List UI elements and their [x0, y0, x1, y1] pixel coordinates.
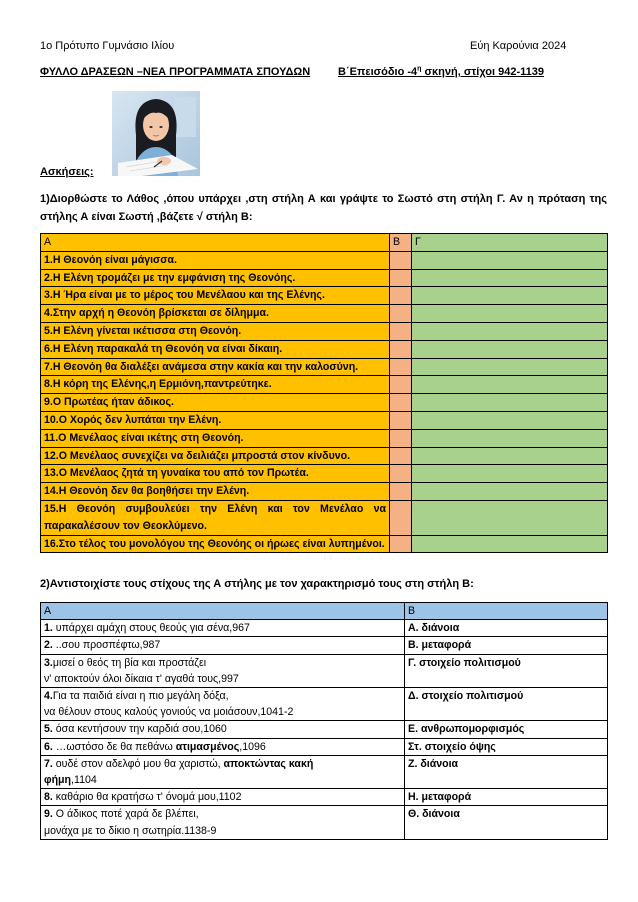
statement-cell: 14.Η Θεονόη δεν θα βοηθήσει την Ελένη.	[41, 483, 390, 501]
correct-mark-cell[interactable]	[390, 340, 412, 358]
statement-cell: 11.Ο Μενέλαος είναι ικέτης στη Θεονόη.	[41, 429, 390, 447]
correct-mark-cell[interactable]	[390, 269, 412, 287]
correction-cell[interactable]	[412, 287, 608, 305]
correct-mark-cell[interactable]	[390, 394, 412, 412]
table-row	[41, 394, 608, 412]
correct-mark-cell[interactable]	[390, 287, 412, 305]
correction-cell[interactable]	[412, 376, 608, 394]
table-row	[41, 500, 608, 535]
table-header-row	[41, 603, 608, 620]
correct-mark-cell[interactable]	[390, 429, 412, 447]
statement-cell: 5.Η Ελένη γίνεται ικέτισσα στη Θεονόη.	[41, 322, 390, 340]
table-row	[41, 738, 608, 755]
correction-cell[interactable]	[412, 394, 608, 412]
characterization-cell: Η. μεταφορά	[405, 789, 608, 806]
table-row	[41, 447, 608, 465]
characterization-cell: Β. μεταφορά	[405, 637, 608, 654]
statement-cell: 3.Η Ήρα είναι με το μέρος του Μενέλαου και της Ελένης.	[41, 287, 390, 305]
characterization-cell: Δ. στοιχείο πολιτισμού	[405, 688, 608, 721]
verse-cell: 8. καθάριο θα κρατήσω τ' όνομά μου,1102	[41, 789, 405, 806]
column-a-header: Α	[41, 234, 390, 252]
column-a-header: Α	[41, 603, 405, 620]
verse-cell: 2. ..σου προσπέφτω,987	[41, 637, 405, 654]
correction-cell[interactable]	[412, 340, 608, 358]
characterization-cell: Θ. διάνοια	[405, 806, 608, 839]
correction-cell[interactable]	[412, 411, 608, 429]
table-row	[41, 721, 608, 738]
statement-cell: 1.Η Θεονόη είναι μάγισσα.	[41, 251, 390, 269]
table-row	[41, 411, 608, 429]
table-row	[41, 806, 608, 839]
table-row	[41, 483, 608, 501]
correct-mark-cell[interactable]	[390, 322, 412, 340]
correct-mark-cell[interactable]	[390, 358, 412, 376]
characterization-cell: Γ. στοιχείο πολιτισμού	[405, 654, 608, 687]
correct-mark-cell[interactable]	[390, 376, 412, 394]
correct-mark-cell[interactable]	[390, 500, 412, 535]
statement-cell: 9.Ο Πρωτέας ήταν άδικος.	[41, 394, 390, 412]
table-row	[41, 688, 608, 721]
worksheet-title: ΦΥΛΛΟ ΔΡΑΣΕΩΝ –ΝΕΑ ΠΡΟΓΡΑΜΜΑΤΑ ΣΠΟΥΔΩΝ	[40, 66, 311, 78]
table-row	[41, 269, 608, 287]
correction-cell[interactable]	[412, 483, 608, 501]
table-row	[41, 789, 608, 806]
verse-cell: 4.Για τα παιδιά είναι η πιο μεγάλη δόξα, να θέλουν στους καλούς γονιούς να μοιάσουν,1041-2	[41, 688, 405, 721]
table-row	[41, 287, 608, 305]
statement-cell: 8.Η κόρη της Ελένης,η Ερμιόνη,παντρεύτηκε.	[41, 376, 390, 394]
statement-cell: 2.Η Ελένη τρομάζει με την εμφάνιση της Θεονόης.	[41, 269, 390, 287]
correct-mark-cell[interactable]	[390, 411, 412, 429]
correction-cell[interactable]	[412, 269, 608, 287]
table-row	[41, 620, 608, 637]
correction-cell[interactable]	[412, 305, 608, 323]
teacher-name: Εύη Καρούνια 2024	[470, 40, 567, 52]
exercise1-table	[40, 233, 608, 553]
table-row	[41, 251, 608, 269]
column-c-header: Γ	[412, 234, 608, 252]
episode-info: Β΄Επεισόδιο $-4^\eta$ σκηνή, στίχοι 942-1139	[338, 65, 544, 78]
student-photo	[112, 91, 200, 176]
verse-cell: 9. Ο άδικος ποτέ χαρά δε βλέπει, μονάχα με το δίκιο η σωτηρία.1138-9	[41, 806, 405, 839]
characterization-cell: Στ. στοιχείο όψης	[405, 738, 608, 755]
column-b-header: Β	[405, 603, 608, 620]
correction-cell[interactable]	[412, 465, 608, 483]
table-row	[41, 535, 608, 553]
verse-cell: 6. …ωστόσο δε θα πεθάνω ατιμασμένος,1096	[41, 738, 405, 755]
correct-mark-cell[interactable]	[390, 305, 412, 323]
exercise2-table	[40, 602, 608, 840]
exercise2-instruction: 2)Αντιστοιχίστε τους στίχους της Α στήλης με τον χαρακτηρισμό τους στη στήλη Β:	[40, 578, 474, 590]
table-row	[41, 755, 608, 788]
statement-cell: 4.Στην αρχή η Θεονόη βρίσκεται σε δίλημμα.	[41, 305, 390, 323]
table-row	[41, 305, 608, 323]
correction-cell[interactable]	[412, 322, 608, 340]
statement-cell: 12.Ο Μενέλαος συνεχίζει να δειλιάζει μπροστά στον κίνδυνο.	[41, 447, 390, 465]
exercise1-instruction: 1)Διορθώστε το Λάθος ,όπου υπάρχει ,στη στήλη Α και γράψτε το Σωστό στη στήλη Γ. Αν η πρόταση της στήλης Α είναι Σωστή ,βάζετε √ στήλη Β:	[40, 193, 607, 223]
table-row	[41, 322, 608, 340]
verse-cell: 1. υπάρχει αμάχη στους θεούς για σένα,967	[41, 620, 405, 637]
table-row	[41, 654, 608, 687]
correction-cell[interactable]	[412, 535, 608, 553]
statement-cell: 16.Στο τέλος του μονολόγου της Θεονόης οι ήρωες είναι λυπημένοι.	[41, 535, 390, 553]
correction-cell[interactable]	[412, 251, 608, 269]
correction-cell[interactable]	[412, 429, 608, 447]
statement-cell: 7.Η Θεονόη θα διαλέξει ανάμεσα στην κακία και την καλοσύνη.	[41, 358, 390, 376]
verse-cell: 7. ουδέ στον αδελφό μου θα χαριστώ, αποκτώντας κακή φήμη,1104	[41, 755, 405, 788]
correct-mark-cell[interactable]	[390, 483, 412, 501]
table-row	[41, 637, 608, 654]
statement-cell: 10.Ο Χορός δεν λυπάται την Ελένη.	[41, 411, 390, 429]
correction-cell[interactable]	[412, 447, 608, 465]
correction-cell[interactable]	[412, 500, 608, 535]
column-b-header: Β	[390, 234, 412, 252]
verse-cell: 3.μισεί ο θεός τη βία και προστάζει ν' αποκτούν όλοι δίκαια τ' αγαθά τους,997	[41, 654, 405, 687]
exercises-label: Ασκήσεις:	[40, 166, 94, 178]
table-row	[41, 358, 608, 376]
table-row	[41, 465, 608, 483]
verse-cell: 5. όσα κεντήσουν την καρδιά σου,1060	[41, 721, 405, 738]
table-row	[41, 429, 608, 447]
correct-mark-cell[interactable]	[390, 465, 412, 483]
statement-cell: 6.Η Ελένη παρακαλά τη Θεονόη να είναι δίκαιη.	[41, 340, 390, 358]
statement-cell: 15.Η Θεονόη συμβουλεύει την Ελένη και τον Μενέλαο να παρακαλέσουν τον Θεοκλύμενο.	[41, 500, 390, 535]
correction-cell[interactable]	[412, 358, 608, 376]
correct-mark-cell[interactable]	[390, 535, 412, 553]
correct-mark-cell[interactable]	[390, 447, 412, 465]
table-header-row	[41, 234, 608, 252]
correct-mark-cell[interactable]	[390, 251, 412, 269]
school-name: 1ο Πρότυπο Γυμνάσιο Ιλίου	[40, 40, 175, 52]
table-row	[41, 340, 608, 358]
characterization-cell: Ζ. διάνοια	[405, 755, 608, 788]
characterization-cell: Α. διάνοια	[405, 620, 608, 637]
statement-cell: 13.Ο Μενέλαος ζητά τη γυναίκα του από τον Πρωτέα.	[41, 465, 390, 483]
table-row	[41, 376, 608, 394]
characterization-cell: Ε. ανθρωπομορφισμός	[405, 721, 608, 738]
